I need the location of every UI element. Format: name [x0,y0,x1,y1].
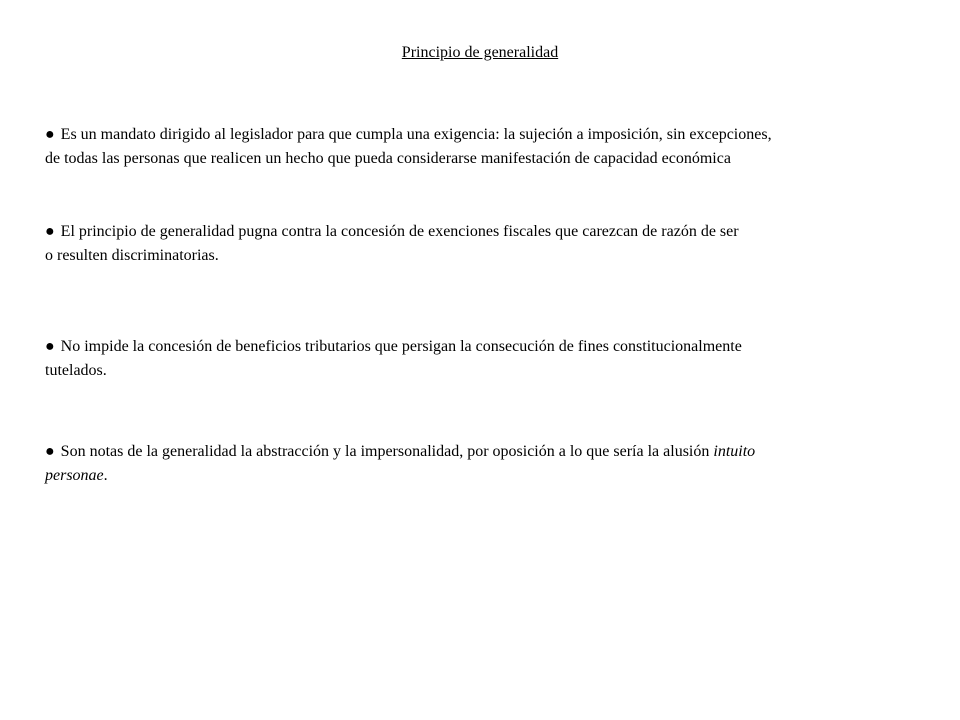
paragraph-4-period: . [103,467,108,484]
paragraph-3-line-1 [45,335,905,359]
bullet-icon: ● [45,443,55,460]
paragraph-2-line-1 [45,220,905,244]
paragraph-1-text-1: Es un mandato dirigido al legislador para que cumpla una exigencia: la sujeción a imposición, sin excepciones, [60,126,772,143]
bullet-icon: ● [45,338,55,355]
paragraph-2-text-1: El principio de generalidad pugna contra la concesión de exenciones fiscales que carezcan de razón de ser [60,223,739,240]
paragraph-1-line-1 [45,123,905,147]
paragraph-2-line-2: o resulten discriminatorias. [45,247,219,264]
bullet-icon: ● [45,126,55,143]
paragraph-3-line-2: tutelados. [45,362,107,379]
paragraph-1-line-2: de todas las personas que realicen un hecho que pueda considerarse manifestación de capacidad económica [45,150,731,167]
italic-term-intuito: intuito [713,443,756,460]
bullet-paragraph-1 [45,123,905,171]
slide-title: Principio de generalidad [401,44,559,61]
bullet-paragraph-4 [45,440,905,488]
paragraph-4-line-1 [45,440,905,464]
italic-term-personae: personae [45,467,104,484]
bullet-icon: ● [45,223,55,240]
paragraph-4-line-2 [45,464,905,488]
bullet-paragraph-2 [45,220,905,268]
bullet-paragraph-3 [45,335,905,383]
paragraph-4-text-1: Son notas de la generalidad la abstracción y la impersonalidad, por oposición a lo que sería la alusión [60,443,710,460]
paragraph-3-text-1: No impide la concesión de beneficios tributarios que persigan la consecución de fines constitucionalmente [60,338,742,355]
